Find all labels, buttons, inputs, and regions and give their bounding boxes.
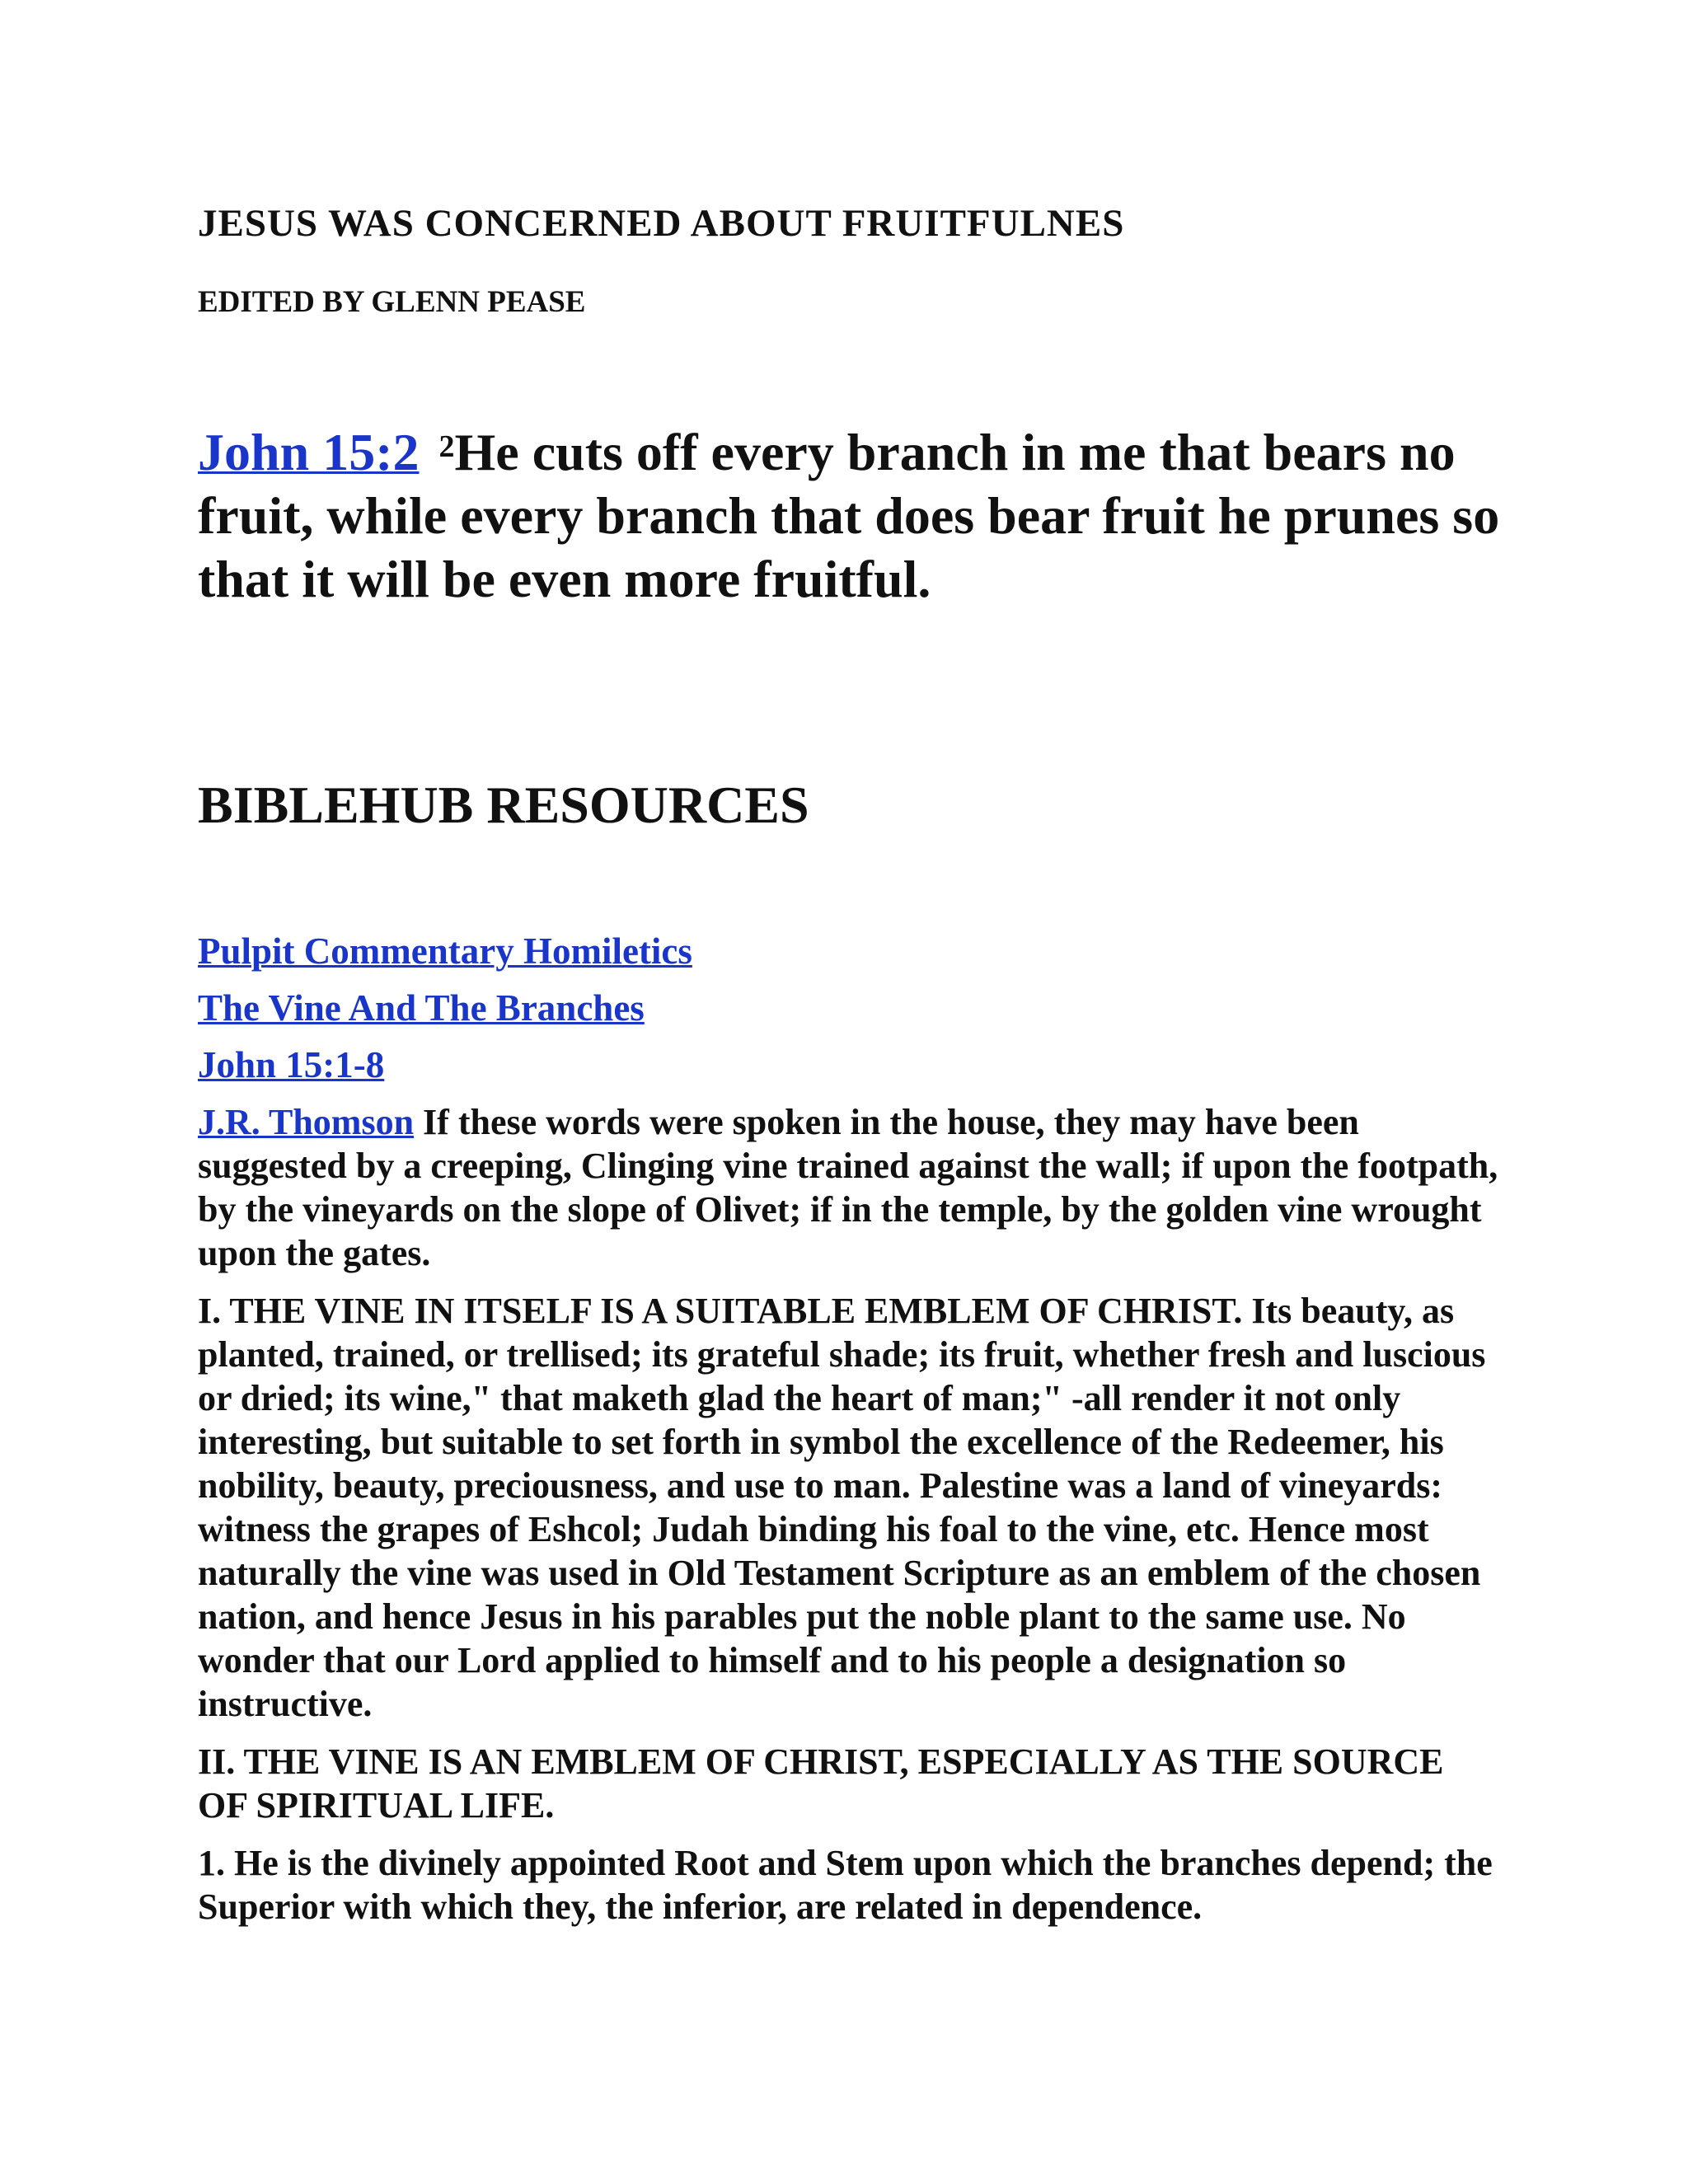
resource-links bbox=[198, 930, 692, 1100]
section-heading: BIBLEHUB RESOURCES bbox=[198, 776, 809, 834]
link-john-15-1-8[interactable]: John 15:1-8 bbox=[198, 1044, 385, 1085]
paragraph-point-one: I. THE VINE IN ITSELF IS A SUITABLE EMBLEM OF CHRIST. Its beauty, as planted, trained, or trellised; its grateful shade; its fruit, whether fresh and luscious or dried; its wine," that maketh glad the heart of man;" -all render it not only interesting, but suitable to set forth in symbol the excellence of the Redeemer, his nobility, beauty, preciousness, and use to man. Palestine was a land of vineyards: witness the grapes of Eshcol; Judah binding his foal to the vine, etc. Hence most naturally the vine was used in Old Testament Scripture as an emblem of the chosen nation, and hence Jesus in his parables put the noble plant to the same use. No wonder that our Lord applied to himself and to his people a designation so instructive. bbox=[198, 1291, 1486, 1724]
verse-reference-link[interactable]: John 15:2 bbox=[198, 423, 420, 481]
verse-text: He cuts off every branch in me that bears no fruit, while every branch that does bear fruit he prunes so that it will be even more fruitful. bbox=[198, 423, 1500, 608]
author-link[interactable]: J.R. Thomson bbox=[198, 1102, 415, 1142]
scripture-verse bbox=[198, 420, 1500, 611]
paragraph-intro-text: If these words were spoken in the house, they may have been suggested by a creeping, Clinging vine trained against the wall; if upon the footpath, by the vineyards on the slope of Olivet; if in the temple, by the golden vine wrought upon the gates. bbox=[198, 1102, 1498, 1273]
commentary-body bbox=[198, 1100, 1500, 1943]
editor-credit: EDITED BY GLENN PEASE bbox=[198, 285, 586, 319]
paragraph-subpoint-one: 1. He is the divinely appointed Root and Stem upon which the branches depend; the Superior with which they, the inferior, are related in dependence. bbox=[198, 1843, 1493, 1927]
paragraph-point-two: II. THE VINE IS AN EMBLEM OF CHRIST, ESPECIALLY AS THE SOURCE OF SPIRITUAL LIFE. bbox=[198, 1741, 1444, 1825]
paragraph-intro bbox=[198, 1100, 1500, 1275]
document-title: JESUS WAS CONCERNED ABOUT FRUITFULNES bbox=[198, 202, 1125, 245]
link-vine-and-branches[interactable]: The Vine And The Branches bbox=[198, 987, 645, 1029]
verse-number: 2 bbox=[438, 429, 455, 464]
link-pulpit-commentary[interactable]: Pulpit Commentary Homiletics bbox=[198, 930, 692, 972]
